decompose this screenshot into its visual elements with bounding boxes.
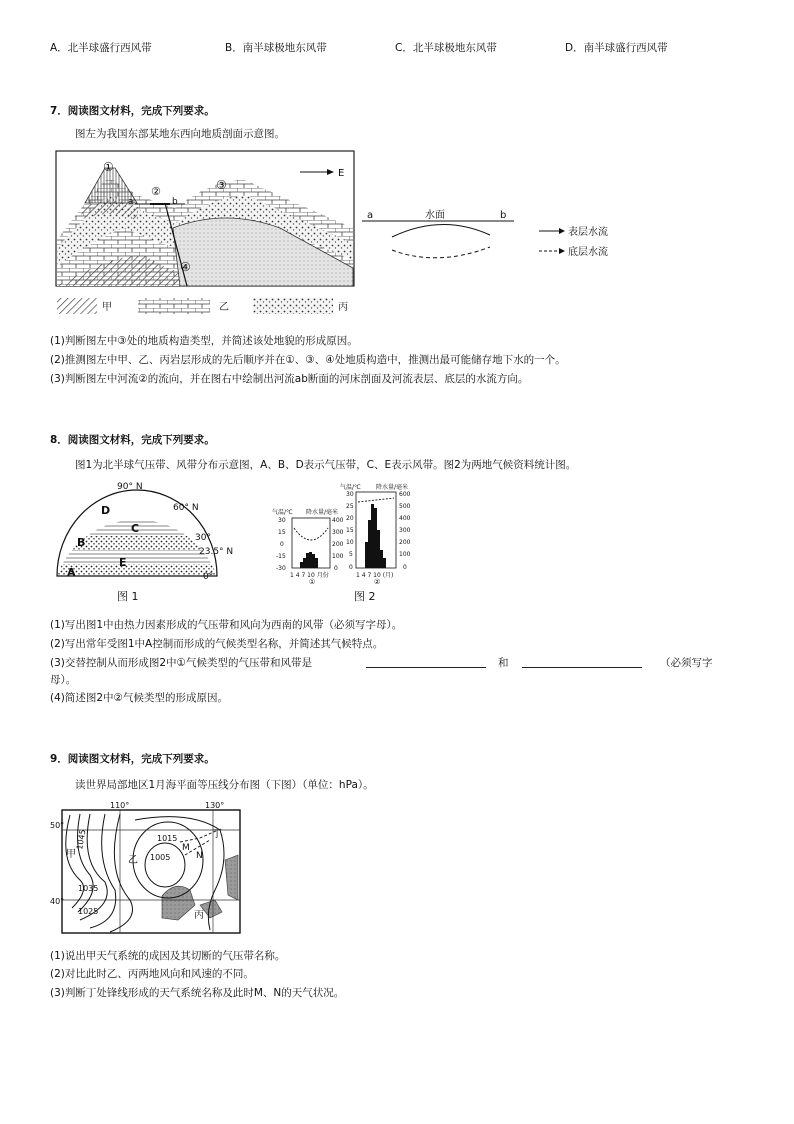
q8-intro: 图1为北半球气压带、风带分布示意图，A、B、D表示气压带，C、E表示风带。图2为两地气候资料统计图。 <box>75 459 577 471</box>
q7-legend-yi: 乙 <box>219 302 229 313</box>
q7-label-c2: ② <box>151 185 161 198</box>
q9-intro: 读世界局部地区1月海平面等压线分布图（下图）（单位：hPa）。 <box>75 779 374 791</box>
q8-fig2-t2-4: 10 <box>346 539 354 546</box>
q8-fig2-t1-1: 15 <box>278 529 286 536</box>
q8-belt-a: A <box>67 566 76 579</box>
q7-legend-bing: 丙 <box>338 302 348 313</box>
q7-label-a: a <box>128 197 134 207</box>
q8-belt-d: D <box>101 504 111 517</box>
q8-fig2-t2-5: 5 <box>349 551 353 558</box>
q6-option-b: B．南半球极地东风带 <box>225 42 327 54</box>
q7-right-b: b <box>500 210 507 221</box>
q9-m: M <box>182 843 190 853</box>
q8-lat23: 23.5° N <box>199 547 234 557</box>
q8-fig2-p2-6: 0 <box>403 564 407 571</box>
q8-fig2-x2: 1 4 7 10 (月) <box>356 572 394 579</box>
q9-n: N <box>196 851 203 861</box>
q8-fig2-t1-2: 0 <box>280 541 284 548</box>
q8-title: 8．阅读图文材料，完成下列要求。 <box>50 434 215 446</box>
q7-label-c4: ④ <box>180 260 191 274</box>
q9-p1015: 1015 <box>157 834 178 843</box>
q7-label-b: b <box>172 197 178 207</box>
q8-fig2-precip-label-1: 降水量/毫米 <box>306 509 339 516</box>
q8-fig2-p1-1: 300 <box>332 529 344 536</box>
q8-fig2-x1: 1 4 7 10 月份 <box>290 572 329 579</box>
q8-fig2-t2-1: 25 <box>346 503 354 510</box>
q8-belt-c: C <box>131 522 140 535</box>
q9-p1005: 1005 <box>150 853 171 862</box>
q8-fig2-p2-3: 300 <box>399 527 411 534</box>
q6-option-c: C．北半球极地东风带 <box>395 42 497 54</box>
q8-question-3-start: (3)交替控制从而形成图2中①气候类型的气压带和风带是 <box>50 657 312 669</box>
q9-question-3: (3)判断丁处锋线形成的天气系统名称及此时M、N的天气状况。 <box>50 987 345 999</box>
q8-fig2-p2-5: 100 <box>399 551 411 558</box>
q7-water-surface: 水面 <box>425 210 445 221</box>
q8-lat60: 60° N <box>173 503 199 513</box>
q9-p1035: 1035 <box>78 884 99 893</box>
q8-fig2-climate-charts <box>272 480 422 605</box>
q9-jia: 甲 <box>66 849 76 860</box>
q9-question-1: (1)说出甲天气系统的成因及其切断的气压带名称。 <box>50 950 286 962</box>
q7-bottom-flow: 底层水流 <box>568 247 608 258</box>
q9-isobar-map <box>50 800 250 940</box>
q8-lat90: 90° N <box>117 482 143 492</box>
q8-question-1: (1)写出图1中由热力因素形成的气压带和风向为西南的风带（必须写字母）。 <box>50 619 403 631</box>
q7-right-a: a <box>367 210 374 221</box>
q8-fig2-p2-1: 500 <box>399 503 411 510</box>
q7-intro: 图左为我国东部某地东西向地质剖面示意图。 <box>75 128 285 140</box>
q9-bing: 丙 <box>194 910 204 921</box>
q8-fig2-temp-label-2: 气温/℃ <box>340 484 361 491</box>
q8-lat30: 30° <box>195 533 211 543</box>
q8-question-4: (4)简述图2中②气候类型的形成原因。 <box>50 692 228 704</box>
q8-fig2-p2-2: 400 <box>399 515 411 522</box>
q8-fig2-p1-0: 400 <box>332 517 344 524</box>
q8-fig2-id2: ② <box>374 578 381 586</box>
q8-fig2-t2-0: 30 <box>346 491 354 498</box>
q8-lat0: 0° <box>203 572 214 582</box>
q8-question-2: (2)写出常年受图1中A控制而形成的气候类型名称，并简述其气候特点。 <box>50 638 384 650</box>
q9-question-2: (2)对比此时乙、丙两地风向和风速的不同。 <box>50 968 254 980</box>
q8-fig1-caption: 图 1 <box>117 590 139 603</box>
q8-fig2-t2-3: 15 <box>346 527 354 534</box>
q7-legend-jia: 甲 <box>102 302 112 313</box>
q8-answer-blank-1[interactable] <box>366 667 486 668</box>
q9-yi: 乙 <box>128 855 138 866</box>
q7-label-east: E <box>338 168 345 179</box>
q8-belt-b: B <box>77 536 86 549</box>
q8-fig1-pressure-wind-belts <box>55 480 245 605</box>
q9-lon130: 130° <box>205 801 225 810</box>
q7-question-3: (3)判断图左中河流②的流向，并在图右中绘制出河流ab断面的河床剖面及河流表层、底层的水流方向。 <box>50 373 529 385</box>
q7-label-c3: ③ <box>216 178 227 192</box>
q8-fig2-t1-3: -15 <box>276 553 286 560</box>
q8-question-3-cont: 母）。 <box>50 674 77 686</box>
q9-lat50: 50° <box>50 821 65 830</box>
q8-fig2-temp-label-1: 气温/℃ <box>272 509 293 516</box>
q8-fig2-p1-2: 200 <box>332 541 344 548</box>
q8-answer-blank-2[interactable] <box>522 667 642 668</box>
q6-option-d: D．南半球盛行西风带 <box>565 42 668 54</box>
q8-fig2-t1-0: 30 <box>278 517 286 524</box>
q9-title: 9．阅读图文材料，完成下列要求。 <box>50 753 215 765</box>
q8-fig2-p1-3: 100 <box>332 553 344 560</box>
q7-question-1: (1)判断图左中③处的地质构造类型，并简述该处地貌的形成原因。 <box>50 335 358 347</box>
q7-river-section-figure <box>362 205 622 265</box>
q6-option-a: A．北半球盛行西风带 <box>50 42 152 54</box>
q7-surface-flow: 表层水流 <box>568 227 608 238</box>
q8-fig2-t1-4: -30 <box>276 565 286 572</box>
q8-fig2-id1: ① <box>309 578 316 586</box>
q7-label-c1: ① <box>103 160 114 174</box>
q9-lon110: 110° <box>110 801 130 810</box>
q8-question-3-end: （必须写字 <box>660 657 713 669</box>
q9-p1025: 1025 <box>78 907 99 916</box>
q8-fig2-p2-4: 200 <box>399 539 411 546</box>
q8-fig2-p1-4: 0 <box>334 565 338 572</box>
q8-fig2-caption: 图 2 <box>354 590 376 603</box>
q8-fig2-p2-0: 600 <box>399 491 411 498</box>
q8-fig2-precip-label-2: 降水量/毫米 <box>376 484 409 491</box>
q8-question-3-and: 和 <box>498 657 509 669</box>
q7-title: 7．阅读图文材料，完成下列要求。 <box>50 105 215 117</box>
q9-ding: 丁 <box>212 829 222 840</box>
q8-fig2-t2-2: 20 <box>346 515 354 522</box>
q7-question-2: (2)推测图左中甲、乙、丙岩层形成的先后顺序并在①、③、④处地质构造中，推测出最可能储存地下水的一个。 <box>50 354 566 366</box>
q9-p1045: 1045 <box>75 828 88 851</box>
q7-geologic-section-figure <box>55 148 355 318</box>
q9-lat40: 40° <box>50 897 65 906</box>
q8-fig2-t2-6: 0 <box>349 564 353 571</box>
q8-belt-e: E <box>119 556 127 569</box>
